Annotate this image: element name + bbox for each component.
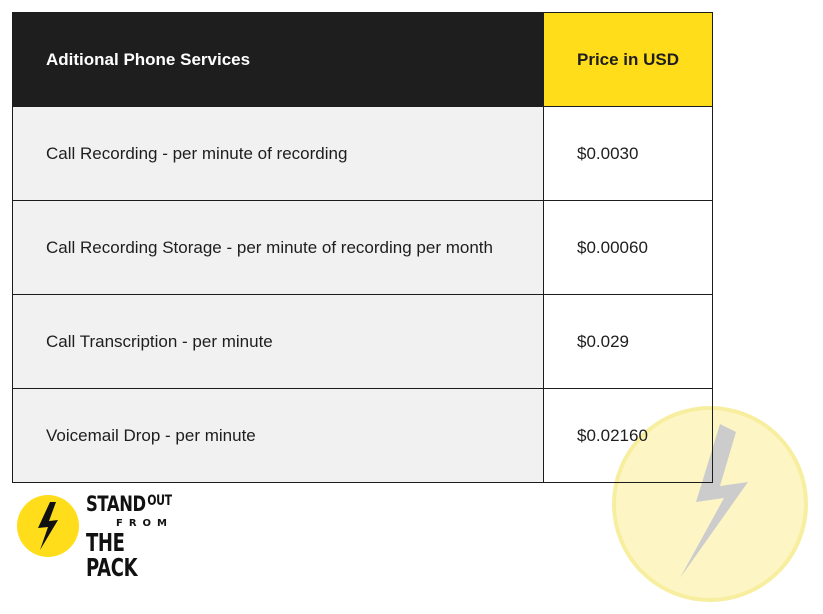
logo-line-3: THE PACK — [86, 528, 138, 582]
header-service: Aditional Phone Services — [13, 13, 544, 107]
price-cell: $0.029 — [544, 295, 713, 389]
table-row — [13, 201, 713, 295]
header-price: Price in USD — [544, 13, 713, 107]
pricing-table — [12, 12, 713, 483]
logo-line-1: STAND $^{OUT}$ — [86, 492, 172, 516]
price-cell: $0.00060 — [544, 201, 713, 295]
lightning-bolt-icon — [16, 494, 80, 558]
logo-line-2: FROM — [116, 518, 173, 529]
table-header-row — [13, 13, 713, 107]
table-row — [13, 389, 713, 483]
service-cell: Call Recording Storage - per minute of recording per month — [13, 201, 544, 295]
brand-logo — [14, 492, 194, 582]
service-cell: Voicemail Drop - per minute — [13, 389, 544, 483]
table-row — [13, 107, 713, 201]
logo-wordmark — [86, 492, 192, 582]
price-cell: $0.02160 — [544, 389, 713, 483]
service-cell: Call Recording - per minute of recording — [13, 107, 544, 201]
price-cell: $0.0030 — [544, 107, 713, 201]
table-row — [13, 295, 713, 389]
service-cell: Call Transcription - per minute — [13, 295, 544, 389]
